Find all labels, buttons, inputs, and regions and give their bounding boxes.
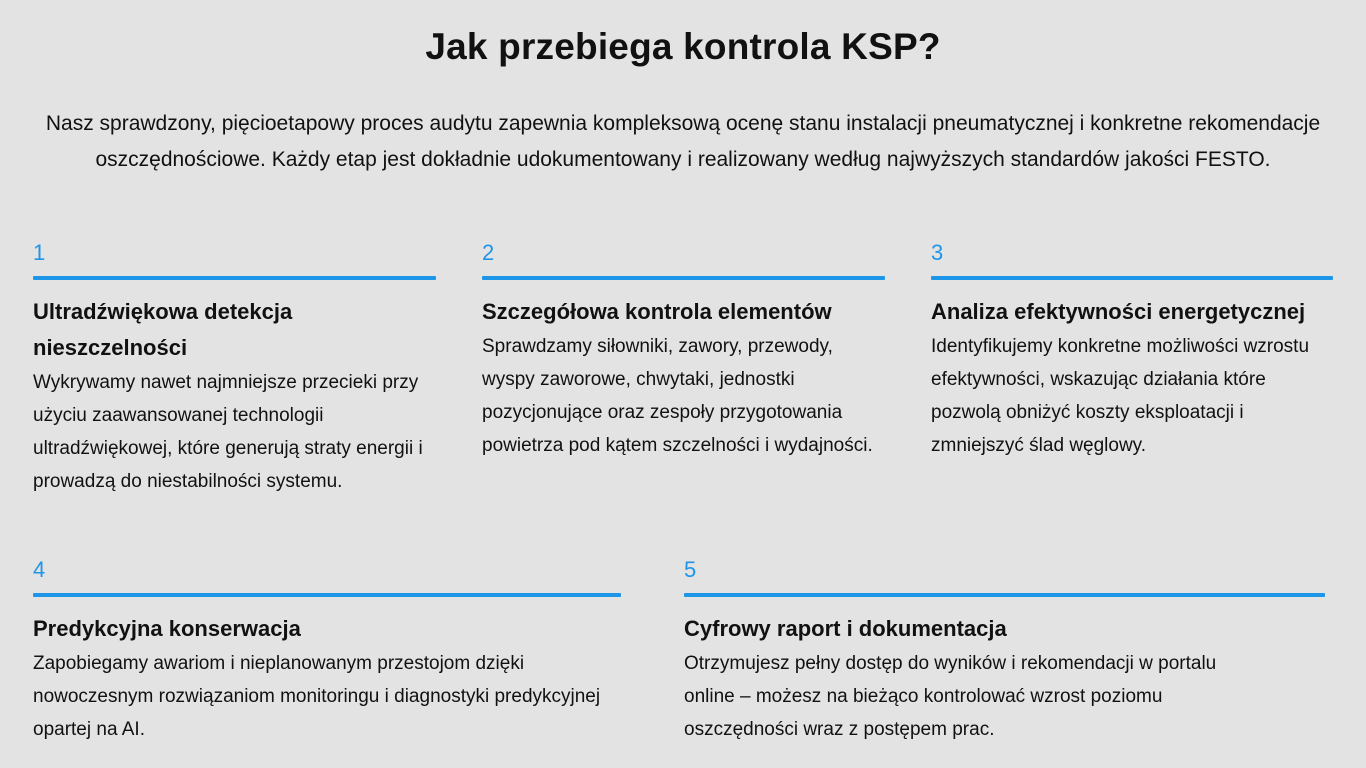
step-description: Identyfikujemy konkretne możliwości wzrostu efektywności, wskazując działania które pozwolą obniżyć koszty eksploatacji i zmniejszyć ślad węglowy. — [931, 336, 1310, 456]
step-2 — [482, 240, 885, 462]
intro-paragraph: Nasz sprawdzony, pięcioetapowy proces audytu zapewnia kompleksową ocenę stanu instalacji pneumatycznej i konkretne rekomendacje oszczędnościowe. Każdy etap jest dokładnie udokumentowany i realizowany według najwyższych standardów jakości FESTO. — [45, 112, 1321, 171]
step-title: Predykcyjna konserwacja — [33, 616, 301, 641]
step-number: 2 — [482, 240, 495, 265]
step-title: Cyfrowy raport i dokumentacja — [684, 616, 1007, 641]
step-number: 3 — [931, 240, 944, 265]
step-description: Zapobiegamy awariom i nieplanowanym przestojom dzięki nowoczesnym rozwiązaniom monitoringu i diagnostyki predykcyjnej opartej na AI. — [33, 653, 601, 740]
step-divider — [931, 276, 1333, 280]
step-number: 5 — [684, 557, 697, 582]
step-divider — [33, 593, 621, 597]
step-4 — [33, 557, 621, 746]
step-1 — [33, 240, 436, 498]
step-3 — [931, 240, 1333, 462]
step-title: Analiza efektywności energetycznej — [931, 299, 1306, 324]
step-description: Otrzymujesz pełny dostęp do wyników i rekomendacji w portalu online – możesz na bieżąco kontrolować wzrost poziomu oszczędności wraz z postępem prac. — [684, 653, 1217, 740]
step-description: Sprawdzamy siłowniki, zawory, przewody, wyspy zaworowe, chwytaki, jednostki pozycjonujące oraz zespoły przygotowania powietrza pod kątem szczelności i wydajności. — [482, 336, 873, 456]
page-title: Jak przebiega kontrola KSP? — [425, 26, 941, 67]
step-divider — [33, 276, 436, 280]
step-title: Szczegółowa kontrola elementów — [482, 299, 832, 324]
step-number: 1 — [33, 240, 46, 265]
step-divider — [482, 276, 885, 280]
step-divider — [684, 593, 1325, 597]
step-5 — [684, 557, 1325, 746]
step-description: Wykrywamy nawet najmniejsze przecieki przy użyciu zaawansowanej technologii ultradźwiękowej, które generują straty energii i prowadzą do niestabilności systemu. — [33, 372, 423, 492]
step-title: Ultradźwiękowa detekcja nieszczelności — [33, 299, 293, 360]
step-number: 4 — [33, 557, 46, 582]
